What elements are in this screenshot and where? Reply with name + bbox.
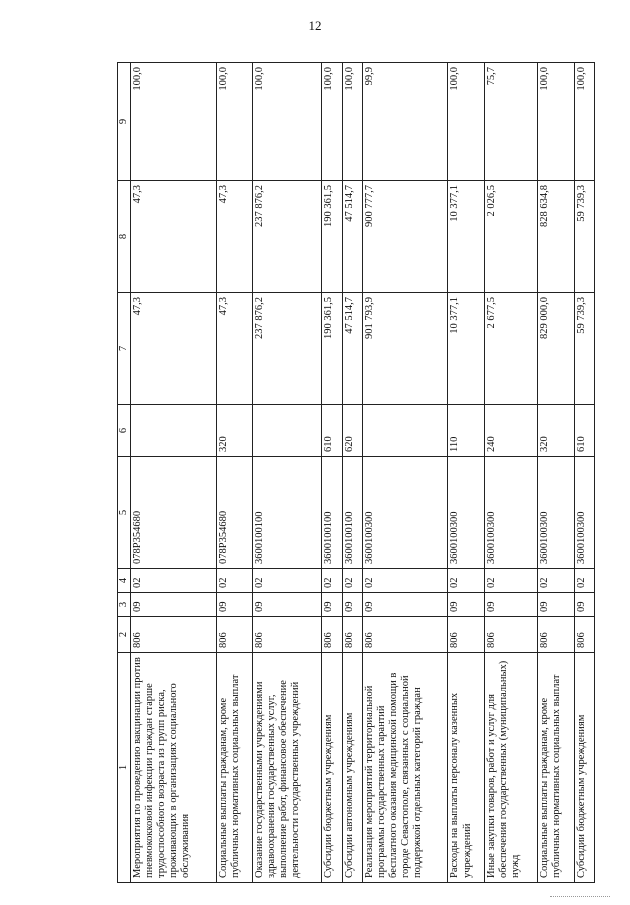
table-cell: Иные закупки товаров, работ и услуг для обеспечения государственных (муниципальных) нужд — [485, 653, 538, 883]
table-cell: 3600100300 — [574, 457, 594, 569]
table-cell: 806 — [216, 617, 253, 653]
table-cell: 47,3 — [216, 293, 253, 405]
table-row — [574, 63, 594, 883]
table-cell: 190 361,5 — [322, 181, 342, 293]
table-cell: 806 — [322, 617, 342, 653]
table-cell: 47 514,7 — [342, 181, 362, 293]
table-cell: 10 377,1 — [448, 181, 485, 293]
table-cell: 09 — [253, 593, 322, 617]
table-cell: 09 — [342, 593, 362, 617]
table-cell: 110 — [448, 405, 485, 457]
header-cell: 3 — [118, 593, 131, 617]
table-cell: 09 — [574, 593, 594, 617]
table-cell: 09 — [131, 593, 216, 617]
table-cell: 75,7 — [485, 63, 538, 181]
table-cell: Субсидии автономным учреждениям — [342, 653, 362, 883]
table-cell: 3600100300 — [485, 457, 538, 569]
table-cell: 2 677,5 — [485, 293, 538, 405]
table-cell: 100,0 — [216, 63, 253, 181]
table-cell: 828 634,8 — [537, 181, 574, 293]
table-cell: 100,0 — [448, 63, 485, 181]
table-cell: 806 — [131, 617, 216, 653]
table-row — [342, 63, 362, 883]
table-cell: 3600100100 — [322, 457, 342, 569]
table-cell: 829 000,0 — [537, 293, 574, 405]
table-row — [448, 63, 485, 883]
header-cell: 4 — [118, 569, 131, 593]
table-cell: 320 — [537, 405, 574, 457]
table-row — [362, 63, 447, 883]
table-cell: 100,0 — [574, 63, 594, 181]
table-cell: 47 514,7 — [342, 293, 362, 405]
table-cell: 3600100100 — [253, 457, 322, 569]
table-cell — [362, 405, 447, 457]
table-cell: Оказание государственными учреждениями здравоохранения государственных услуг, выполнение работ, финансовое обеспечение деятельности государственных учреждений — [253, 653, 322, 883]
table-cell — [131, 405, 216, 457]
table-cell: 806 — [448, 617, 485, 653]
table-cell: 100,0 — [537, 63, 574, 181]
table-cell: 3600100300 — [362, 457, 447, 569]
table-cell: Субсидии бюджетным учреждениям — [322, 653, 342, 883]
table-cell: 47,3 — [131, 293, 216, 405]
table-cell: Социальные выплаты гражданам, кроме публичных нормативных социальных выплат — [216, 653, 253, 883]
table-row — [537, 63, 574, 883]
table-row — [485, 63, 538, 883]
table-cell: 09 — [485, 593, 538, 617]
table-cell: 806 — [574, 617, 594, 653]
table-cell: 02 — [574, 569, 594, 593]
table-cell: Мероприятия по проведению вакцинации против пневмококковой инфекции граждан старше трудоспособного возраста из групп риска, проживающих в организациях социального обслуживания — [131, 653, 216, 883]
table-cell: 806 — [485, 617, 538, 653]
table-cell: 10 377,1 — [448, 293, 485, 405]
table-row — [216, 63, 253, 883]
table-header-row — [118, 63, 131, 883]
table-cell: 2 026,5 — [485, 181, 538, 293]
table-cell: 100,0 — [253, 63, 322, 181]
table-cell: 610 — [574, 405, 594, 457]
table-cell: 3600100100 — [342, 457, 362, 569]
table-cell: 3600100300 — [537, 457, 574, 569]
table-cell: 09 — [448, 593, 485, 617]
table-cell: 100,0 — [322, 63, 342, 181]
table-cell: 900 777,7 — [362, 181, 447, 293]
table-row — [131, 63, 216, 883]
table-cell: 09 — [322, 593, 342, 617]
table-cell: 901 793,9 — [362, 293, 447, 405]
header-cell: 9 — [118, 63, 131, 181]
table-cell: 806 — [253, 617, 322, 653]
header-cell: 7 — [118, 293, 131, 405]
table-cell: 02 — [322, 569, 342, 593]
table-cell: 02 — [216, 569, 253, 593]
table-cell: 190 361,5 — [322, 293, 342, 405]
table-cell: 806 — [537, 617, 574, 653]
table-cell: 240 — [485, 405, 538, 457]
table-cell: 47,3 — [216, 181, 253, 293]
budget-table — [117, 62, 595, 883]
table-cell: Субсидии бюджетным учреждениям — [574, 653, 594, 883]
table-cell: 02 — [448, 569, 485, 593]
table-cell: 078P354680 — [131, 457, 216, 569]
table-cell: 100,0 — [131, 63, 216, 181]
scan-mark — [550, 892, 610, 897]
table-cell: 806 — [342, 617, 362, 653]
table-row — [322, 63, 342, 883]
table-cell: 100,0 — [342, 63, 362, 181]
rotated-table — [117, 63, 595, 883]
table-cell: 237 876,2 — [253, 293, 322, 405]
table-cell: 320 — [216, 405, 253, 457]
table-cell: 02 — [362, 569, 447, 593]
table-cell: 237 876,2 — [253, 181, 322, 293]
table-cell: 59 739,3 — [574, 181, 594, 293]
page-number: 12 — [308, 18, 322, 33]
table-cell: Расходы на выплаты персоналу казенных учреждений — [448, 653, 485, 883]
table-cell: 09 — [362, 593, 447, 617]
header-cell: 6 — [118, 405, 131, 457]
header-cell: 5 — [118, 457, 131, 569]
table-cell: 806 — [362, 617, 447, 653]
table-cell: 078P354680 — [216, 457, 253, 569]
table-cell: 59 739,3 — [574, 293, 594, 405]
rotated-table-wrapper — [117, 63, 595, 883]
table-cell: Реализация мероприятий территориальной программы государственных гарантий бесплатного оказания медицинской помощи в городе Севастополе, связанных с социальной поддержкой отдельных категорий граждан — [362, 653, 447, 883]
table-cell: Социальные выплаты гражданам, кроме публичных нормативных социальных выплат — [537, 653, 574, 883]
table-cell: 02 — [253, 569, 322, 593]
table-cell: 02 — [537, 569, 574, 593]
table-row — [253, 63, 322, 883]
table-cell — [253, 405, 322, 457]
header-cell: 1 — [118, 653, 131, 883]
table-cell: 3600100300 — [448, 457, 485, 569]
table-cell: 09 — [537, 593, 574, 617]
header-cell: 2 — [118, 617, 131, 653]
header-cell: 8 — [118, 181, 131, 293]
table-cell: 02 — [131, 569, 216, 593]
table-cell: 02 — [342, 569, 362, 593]
table-cell: 09 — [216, 593, 253, 617]
table-cell: 610 — [322, 405, 342, 457]
table-cell: 47,3 — [131, 181, 216, 293]
table-cell: 02 — [485, 569, 538, 593]
table-cell: 99,9 — [362, 63, 447, 181]
table-cell: 620 — [342, 405, 362, 457]
